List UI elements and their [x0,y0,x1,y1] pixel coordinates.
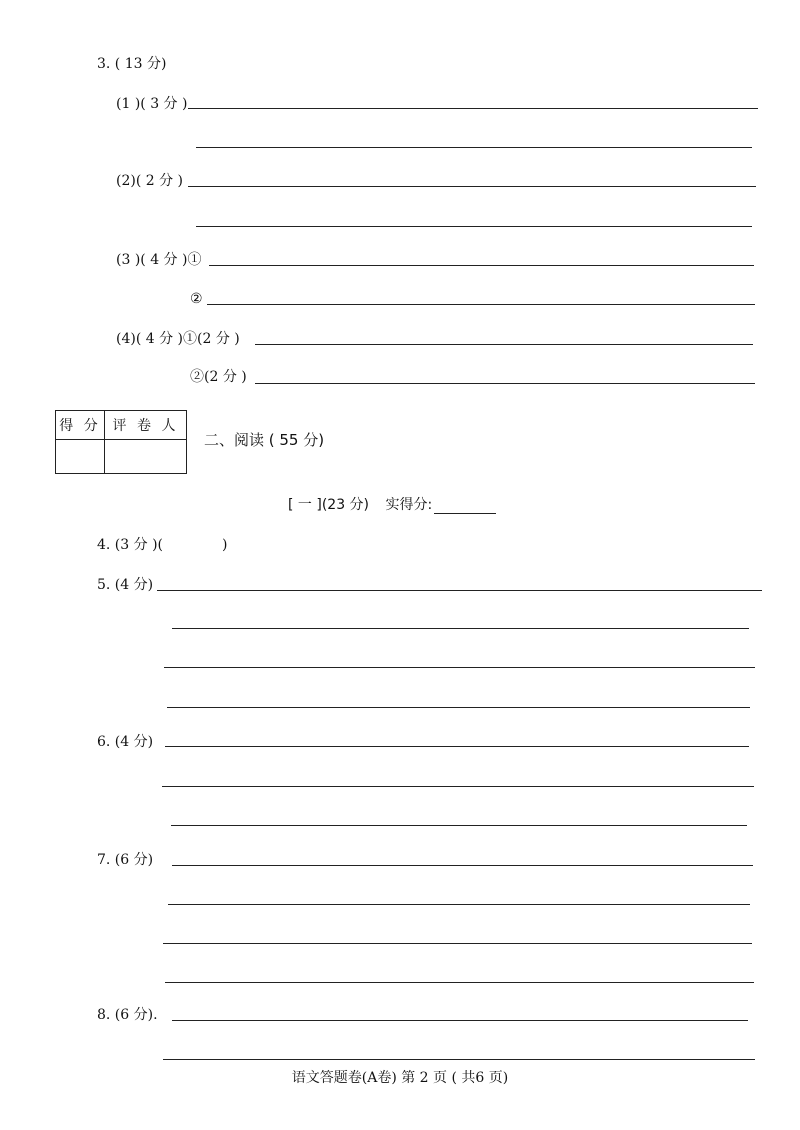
q3-part2-answer-line-1[interactable] [188,186,756,187]
q7-answer-line-3[interactable] [163,943,752,944]
q3-part1-answer-line-1[interactable] [188,108,758,109]
section-title: 二、阅读 ( 55 分) [204,431,325,449]
q6-answer-line-1[interactable] [165,746,749,747]
q5-answer-line-4[interactable] [167,707,750,708]
score-box-score-header: 得 分 [56,411,105,440]
q6-label: 6. (4 分) [97,734,154,750]
score-box-grader-header: 评 卷 人 [105,411,187,440]
q3-part3-answer-line-2[interactable] [207,304,755,305]
q7-answer-line-2[interactable] [168,904,750,905]
q6-answer-line-2[interactable] [162,786,754,787]
q5-answer-line-3[interactable] [164,667,755,668]
q3-part2-answer-line-2[interactable] [196,226,752,227]
score-box-score-cell[interactable] [56,440,105,474]
q3-part1-label: (1 )( 3 分 ) [116,96,188,112]
q5-answer-line-2[interactable] [172,628,749,629]
q3-part3-label: (3 )( 4 分 )① [116,252,202,268]
q6-answer-line-3[interactable] [171,825,747,826]
q3-part3-label-2: ② [190,291,203,307]
q5-label: 5. (4 分) [97,577,154,593]
q3-label: 3. ( 13 分) [97,56,167,72]
q8-answer-line-1[interactable] [172,1020,748,1021]
q7-answer-line-1[interactable] [172,865,753,866]
score-box-grader-cell[interactable] [105,440,187,474]
score-box [55,410,187,474]
q3-part2-label: (2)( 2 分 ) [116,173,184,189]
q4-label: 4. (3 分 )( [97,537,164,553]
part-label: [ 一 ](23 分) [288,497,370,513]
q3-part4-label-2: ②(2 分 ) [190,369,247,385]
q4-answer-bracket-close: ) [222,537,228,553]
q3-part4-answer-line-2[interactable] [255,383,755,384]
q3-part1-answer-line-2[interactable] [196,147,752,148]
actual-score-blank[interactable] [434,499,496,514]
page-footer: 语文答题卷(A卷) 第 2 页 ( 共6 页) [291,1070,509,1086]
q3-part3-answer-line-1[interactable] [209,265,754,266]
part-header [288,496,496,514]
q7-label: 7. (6 分) [97,852,154,868]
q7-answer-line-4[interactable] [165,982,754,983]
q3-part4-answer-line-1[interactable] [255,344,753,345]
q3-part4-label: (4)( 4 分 )①(2 分 ) [116,331,240,347]
q8-label: 8. (6 分). [97,1007,158,1023]
q8-answer-line-2[interactable] [163,1059,755,1060]
q5-answer-line-1[interactable] [157,590,762,591]
actual-score-label: 实得分: [385,497,433,513]
